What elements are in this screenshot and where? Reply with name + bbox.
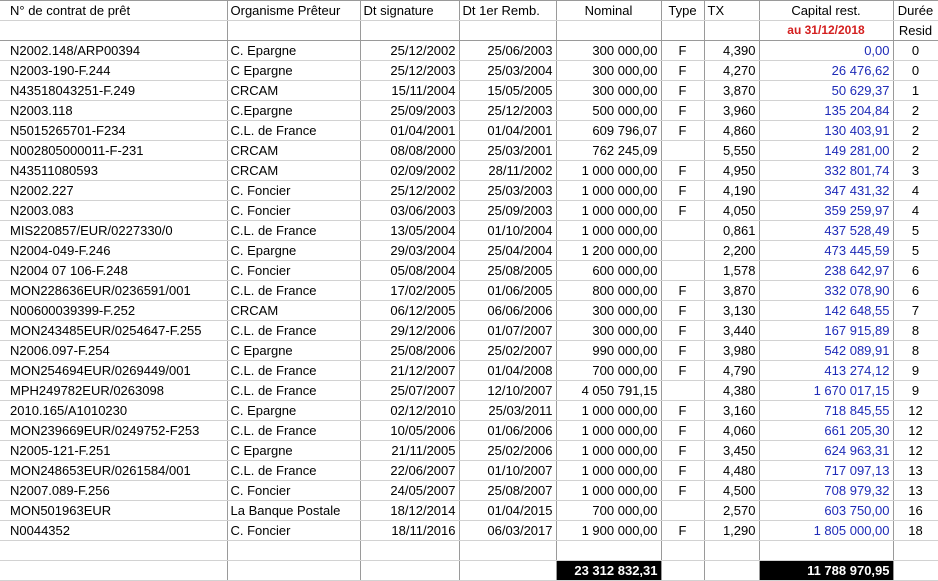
table-row <box>0 241 938 261</box>
cell-lender: C Epargne <box>227 61 360 81</box>
cell-nominal: 1 900 000,00 <box>556 521 661 541</box>
cell-capital: 1 805 000,00 <box>759 521 893 541</box>
cell-sign-date: 10/05/2006 <box>360 421 459 441</box>
cell-contract: 2010.165/A1010230 <box>0 401 227 421</box>
cell-rate: 0,861 <box>704 221 759 241</box>
table-row <box>0 281 938 301</box>
cell-capital: 130 403,91 <box>759 121 893 141</box>
cell-duration: 7 <box>893 301 938 321</box>
table-row <box>0 101 938 121</box>
cell-contract: N43511080593 <box>0 161 227 181</box>
cell-type: F <box>661 301 704 321</box>
totals-row <box>0 561 938 581</box>
cell-type: F <box>661 161 704 181</box>
cell-rate: 3,160 <box>704 401 759 421</box>
cell-sign-date: 08/08/2000 <box>360 141 459 161</box>
cell-lender: C. Foncier <box>227 521 360 541</box>
cell-lender: C.L. de France <box>227 321 360 341</box>
table-row <box>0 361 938 381</box>
header-empty <box>360 21 459 41</box>
cell-sign-date: 02/12/2010 <box>360 401 459 421</box>
cell-first-repay: 25/02/2007 <box>459 341 556 361</box>
cell-nominal: 1 200 000,00 <box>556 241 661 261</box>
cell-first-repay: 28/11/2002 <box>459 161 556 181</box>
cell-capital: 437 528,49 <box>759 221 893 241</box>
cell-sign-date: 06/12/2005 <box>360 301 459 321</box>
cell-contract: N2002.148/ARP00394 <box>0 41 227 61</box>
header-capital: Capital rest. <box>759 1 893 21</box>
cell-capital: 717 097,13 <box>759 461 893 481</box>
cell-capital: 624 963,31 <box>759 441 893 461</box>
cell-nominal: 1 000 000,00 <box>556 441 661 461</box>
cell-rate: 3,980 <box>704 341 759 361</box>
cell-contract: MIS220857/EUR/0227330/0 <box>0 221 227 241</box>
cell-duration: 9 <box>893 381 938 401</box>
cell-nominal: 1 000 000,00 <box>556 401 661 421</box>
cell-type <box>661 241 704 261</box>
cell-capital: 413 274,12 <box>759 361 893 381</box>
cell-first-repay: 01/04/2001 <box>459 121 556 141</box>
cell-duration: 2 <box>893 141 938 161</box>
table-row <box>0 341 938 361</box>
cell-capital: 238 642,97 <box>759 261 893 281</box>
cell-rate: 3,130 <box>704 301 759 321</box>
cell-duration: 12 <box>893 401 938 421</box>
cell-duration: 12 <box>893 441 938 461</box>
table-row <box>0 41 938 61</box>
cell-duration: 6 <box>893 281 938 301</box>
cell-duration: 2 <box>893 121 938 141</box>
header-lender: Organisme Prêteur <box>227 1 360 21</box>
cell-first-repay: 06/03/2017 <box>459 521 556 541</box>
cell-rate: 2,570 <box>704 501 759 521</box>
cell-lender: C.L. de France <box>227 421 360 441</box>
cell-contract: N2004 07 106-F.248 <box>0 261 227 281</box>
cell-lender: C.L. de France <box>227 361 360 381</box>
cell-capital: 0,00 <box>759 41 893 61</box>
cell-contract: N2003.118 <box>0 101 227 121</box>
cell-first-repay: 25/09/2003 <box>459 201 556 221</box>
cell-contract: N2003-190-F.244 <box>0 61 227 81</box>
cell-lender: CRCAM <box>227 141 360 161</box>
cell-rate: 5,550 <box>704 141 759 161</box>
cell-first-repay: 01/07/2007 <box>459 321 556 341</box>
cell-first-repay: 25/08/2007 <box>459 481 556 501</box>
header-contract: N° de contrat de prêt <box>0 1 227 21</box>
cell-lender: C. Foncier <box>227 181 360 201</box>
cell-type: F <box>661 441 704 461</box>
cell-duration: 8 <box>893 341 938 361</box>
table-row <box>0 441 938 461</box>
cell-duration: 12 <box>893 421 938 441</box>
cell-capital: 603 750,00 <box>759 501 893 521</box>
cell-first-repay: 25/04/2004 <box>459 241 556 261</box>
cell-first-repay: 25/06/2003 <box>459 41 556 61</box>
cell-contract: N5015265701-F234 <box>0 121 227 141</box>
header-empty <box>661 21 704 41</box>
cell-type: F <box>661 121 704 141</box>
header-nominal: Nominal <box>556 1 661 21</box>
table-row <box>0 481 938 501</box>
table-row <box>0 81 938 101</box>
cell-sign-date: 25/12/2003 <box>360 61 459 81</box>
cell-duration: 5 <box>893 221 938 241</box>
cell-capital: 26 476,62 <box>759 61 893 81</box>
table-row <box>0 461 938 481</box>
cell-type: F <box>661 361 704 381</box>
cell-lender: CRCAM <box>227 161 360 181</box>
cell-sign-date: 22/06/2007 <box>360 461 459 481</box>
cell-rate: 4,060 <box>704 421 759 441</box>
cell-first-repay: 25/03/2011 <box>459 401 556 421</box>
header-empty <box>0 21 227 41</box>
cell-rate: 4,480 <box>704 461 759 481</box>
header-empty <box>459 21 556 41</box>
loan-rows <box>0 41 938 541</box>
cell-type: F <box>661 61 704 81</box>
cell-nominal: 800 000,00 <box>556 281 661 301</box>
cell-lender: C. Foncier <box>227 481 360 501</box>
cell-first-repay: 01/06/2005 <box>459 281 556 301</box>
cell-sign-date: 25/09/2003 <box>360 101 459 121</box>
table-row <box>0 141 938 161</box>
header-row-2 <box>0 21 938 41</box>
cell-nominal: 700 000,00 <box>556 501 661 521</box>
total-capital: 11 788 970,95 <box>759 561 893 581</box>
cell-sign-date: 25/07/2007 <box>360 381 459 401</box>
cell-first-repay: 25/02/2006 <box>459 441 556 461</box>
cell-duration: 16 <box>893 501 938 521</box>
cell-contract: N0044352 <box>0 521 227 541</box>
cell-rate: 4,860 <box>704 121 759 141</box>
cell-first-repay: 01/10/2004 <box>459 221 556 241</box>
cell-type: F <box>661 341 704 361</box>
cell-sign-date: 25/12/2002 <box>360 181 459 201</box>
cell-nominal: 1 000 000,00 <box>556 161 661 181</box>
cell-nominal: 700 000,00 <box>556 361 661 381</box>
cell-nominal: 762 245,09 <box>556 141 661 161</box>
cell-capital: 149 281,00 <box>759 141 893 161</box>
cell-contract: N2003.083 <box>0 201 227 221</box>
cell-type <box>661 221 704 241</box>
header-empty <box>227 21 360 41</box>
cell-rate: 4,390 <box>704 41 759 61</box>
cell-nominal: 4 050 791,15 <box>556 381 661 401</box>
cell-contract: MON254694EUR/0269449/001 <box>0 361 227 381</box>
header-type: Type <box>661 1 704 21</box>
cell-type: F <box>661 321 704 341</box>
cell-contract: MPH249782EUR/0263098 <box>0 381 227 401</box>
cell-type: F <box>661 421 704 441</box>
cell-first-repay: 06/06/2006 <box>459 301 556 321</box>
cell-contract: N43518043251-F.249 <box>0 81 227 101</box>
cell-duration: 4 <box>893 201 938 221</box>
table-row <box>0 121 938 141</box>
cell-rate: 3,450 <box>704 441 759 461</box>
cell-type: F <box>661 401 704 421</box>
cell-type <box>661 261 704 281</box>
cell-duration: 13 <box>893 481 938 501</box>
cell-rate: 1,290 <box>704 521 759 541</box>
cell-nominal: 1 000 000,00 <box>556 201 661 221</box>
table-row <box>0 501 938 521</box>
cell-type <box>661 141 704 161</box>
cell-first-repay: 25/03/2004 <box>459 61 556 81</box>
cell-type: F <box>661 81 704 101</box>
cell-capital: 718 845,55 <box>759 401 893 421</box>
cell-lender: C Epargne <box>227 341 360 361</box>
cell-contract: N2005-121-F.251 <box>0 441 227 461</box>
cell-nominal: 1 000 000,00 <box>556 481 661 501</box>
cell-sign-date: 18/12/2014 <box>360 501 459 521</box>
cell-nominal: 300 000,00 <box>556 41 661 61</box>
cell-duration: 18 <box>893 521 938 541</box>
cell-lender: C.L. de France <box>227 461 360 481</box>
cell-capital: 1 670 017,15 <box>759 381 893 401</box>
cell-nominal: 609 796,07 <box>556 121 661 141</box>
cell-first-repay: 01/04/2008 <box>459 361 556 381</box>
cell-rate: 3,440 <box>704 321 759 341</box>
cell-contract: N2002.227 <box>0 181 227 201</box>
cell-capital: 50 629,37 <box>759 81 893 101</box>
cell-duration: 6 <box>893 261 938 281</box>
cell-sign-date: 25/12/2002 <box>360 41 459 61</box>
cell-capital: 347 431,32 <box>759 181 893 201</box>
cell-sign-date: 01/04/2001 <box>360 121 459 141</box>
cell-contract: N2007.089-F.256 <box>0 481 227 501</box>
cell-nominal: 300 000,00 <box>556 301 661 321</box>
cell-first-repay: 25/08/2005 <box>459 261 556 281</box>
cell-sign-date: 17/02/2005 <box>360 281 459 301</box>
table-row <box>0 61 938 81</box>
cell-lender: C.L. de France <box>227 281 360 301</box>
cell-lender: C. Foncier <box>227 261 360 281</box>
cell-rate: 4,950 <box>704 161 759 181</box>
cell-rate: 1,578 <box>704 261 759 281</box>
header-duration: Durée <box>893 1 938 21</box>
cell-lender: C Epargne <box>227 441 360 461</box>
cell-first-repay: 01/10/2007 <box>459 461 556 481</box>
cell-nominal: 600 000,00 <box>556 261 661 281</box>
header-duration-2: Resid <box>893 21 938 41</box>
cell-lender: C.L. de France <box>227 381 360 401</box>
cell-type: F <box>661 481 704 501</box>
cell-lender: C.Epargne <box>227 101 360 121</box>
cell-contract: MON239669EUR/0249752-F253 <box>0 421 227 441</box>
cell-duration: 0 <box>893 41 938 61</box>
cell-duration: 2 <box>893 101 938 121</box>
cell-sign-date: 05/08/2004 <box>360 261 459 281</box>
cell-capital: 359 259,97 <box>759 201 893 221</box>
header-sign-date: Dt signature <box>360 1 459 21</box>
cell-duration: 13 <box>893 461 938 481</box>
cell-contract: N002805000011-F-231 <box>0 141 227 161</box>
cell-first-repay: 25/03/2001 <box>459 141 556 161</box>
cell-sign-date: 21/12/2007 <box>360 361 459 381</box>
cell-rate: 4,190 <box>704 181 759 201</box>
cell-type: F <box>661 201 704 221</box>
cell-sign-date: 29/03/2004 <box>360 241 459 261</box>
cell-nominal: 1 000 000,00 <box>556 181 661 201</box>
table-row <box>0 421 938 441</box>
table-row <box>0 521 938 541</box>
cell-first-repay: 15/05/2005 <box>459 81 556 101</box>
cell-sign-date: 03/06/2003 <box>360 201 459 221</box>
cell-capital: 142 648,55 <box>759 301 893 321</box>
cell-capital: 167 915,89 <box>759 321 893 341</box>
cell-sign-date: 02/09/2002 <box>360 161 459 181</box>
cell-duration: 4 <box>893 181 938 201</box>
blank-row <box>0 541 938 561</box>
cell-capital: 708 979,32 <box>759 481 893 501</box>
cell-capital: 661 205,30 <box>759 421 893 441</box>
cell-contract: MON243485EUR/0254647-F.255 <box>0 321 227 341</box>
cell-type: F <box>661 281 704 301</box>
cell-lender: C. Epargne <box>227 241 360 261</box>
cell-sign-date: 13/05/2004 <box>360 221 459 241</box>
cell-type <box>661 501 704 521</box>
cell-nominal: 500 000,00 <box>556 101 661 121</box>
table-row <box>0 181 938 201</box>
cell-first-repay: 01/06/2006 <box>459 421 556 441</box>
cell-sign-date: 25/08/2006 <box>360 341 459 361</box>
cell-type: F <box>661 521 704 541</box>
cell-rate: 3,960 <box>704 101 759 121</box>
cell-nominal: 300 000,00 <box>556 321 661 341</box>
table-row <box>0 161 938 181</box>
cell-nominal: 1 000 000,00 <box>556 461 661 481</box>
table-row <box>0 261 938 281</box>
cell-sign-date: 24/05/2007 <box>360 481 459 501</box>
header-capital-date <box>759 21 893 41</box>
cell-sign-date: 15/11/2004 <box>360 81 459 101</box>
cell-type: F <box>661 41 704 61</box>
cell-sign-date: 29/12/2006 <box>360 321 459 341</box>
cell-lender: C.L. de France <box>227 121 360 141</box>
cell-rate: 4,380 <box>704 381 759 401</box>
header-empty <box>704 21 759 41</box>
cell-rate: 4,500 <box>704 481 759 501</box>
cell-capital: 332 078,90 <box>759 281 893 301</box>
cell-capital: 332 801,74 <box>759 161 893 181</box>
cell-contract: N2006.097-F.254 <box>0 341 227 361</box>
cell-sign-date: 21/11/2005 <box>360 441 459 461</box>
cell-duration: 1 <box>893 81 938 101</box>
cell-lender: CRCAM <box>227 81 360 101</box>
cell-duration: 0 <box>893 61 938 81</box>
cell-contract: MON501963EUR <box>0 501 227 521</box>
cell-lender: C. Foncier <box>227 201 360 221</box>
cell-type: F <box>661 101 704 121</box>
cell-nominal: 1 000 000,00 <box>556 421 661 441</box>
cell-rate: 3,870 <box>704 281 759 301</box>
cell-nominal: 1 000 000,00 <box>556 221 661 241</box>
cell-rate: 4,790 <box>704 361 759 381</box>
cell-lender: CRCAM <box>227 301 360 321</box>
cell-duration: 9 <box>893 361 938 381</box>
header-row <box>0 1 938 21</box>
table-row <box>0 401 938 421</box>
table-row <box>0 221 938 241</box>
cell-capital: 135 204,84 <box>759 101 893 121</box>
table-row <box>0 321 938 341</box>
cell-sign-date: 18/11/2016 <box>360 521 459 541</box>
cell-type: F <box>661 181 704 201</box>
cell-lender: C. Epargne <box>227 401 360 421</box>
cell-capital: 473 445,59 <box>759 241 893 261</box>
cell-contract: MON248653EUR/0261584/001 <box>0 461 227 481</box>
total-nominal: 23 312 832,31 <box>556 561 661 581</box>
table-row <box>0 381 938 401</box>
cell-rate: 3,870 <box>704 81 759 101</box>
header-empty <box>556 21 661 41</box>
cell-contract: N00600039399-F.252 <box>0 301 227 321</box>
table-row <box>0 301 938 321</box>
cell-type: F <box>661 461 704 481</box>
cell-rate: 4,270 <box>704 61 759 81</box>
cell-duration: 3 <box>893 161 938 181</box>
cell-first-repay: 01/04/2015 <box>459 501 556 521</box>
cell-duration: 5 <box>893 241 938 261</box>
cell-lender: C. Epargne <box>227 41 360 61</box>
table-row <box>0 201 938 221</box>
cell-first-repay: 25/12/2003 <box>459 101 556 121</box>
cell-type <box>661 381 704 401</box>
cell-lender: C.L. de France <box>227 221 360 241</box>
cell-rate: 2,200 <box>704 241 759 261</box>
cell-rate: 4,050 <box>704 201 759 221</box>
cell-contract: N2004-049-F.246 <box>0 241 227 261</box>
cell-first-repay: 25/03/2003 <box>459 181 556 201</box>
cell-lender: La Banque Postale <box>227 501 360 521</box>
cell-duration: 8 <box>893 321 938 341</box>
cell-nominal: 300 000,00 <box>556 81 661 101</box>
cell-first-repay: 12/10/2007 <box>459 381 556 401</box>
header-first-repay: Dt 1er Remb. <box>459 1 556 21</box>
cell-contract: MON228636EUR/0236591/001 <box>0 281 227 301</box>
capital-date-label: au 31/12/2018 <box>787 23 865 37</box>
cell-capital: 542 089,91 <box>759 341 893 361</box>
cell-nominal: 300 000,00 <box>556 61 661 81</box>
cell-nominal: 990 000,00 <box>556 341 661 361</box>
header-rate: TX <box>704 1 759 21</box>
